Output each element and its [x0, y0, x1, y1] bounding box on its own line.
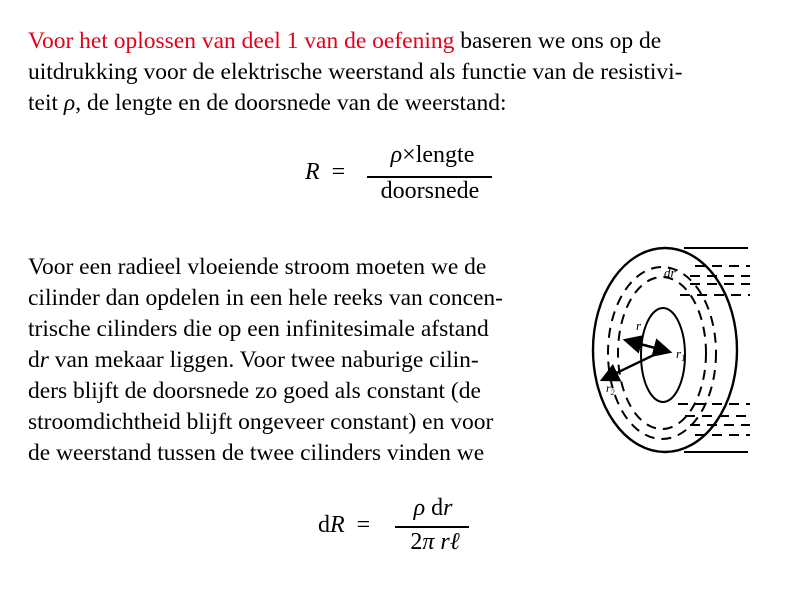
r2-label	[606, 381, 615, 397]
intro-line-1-rest: baseren we ons op de	[454, 28, 662, 54]
formula2-ell: ℓ	[449, 529, 460, 555]
concentric-cylinder-diagram	[590, 240, 760, 460]
formula2-denominator	[395, 529, 475, 556]
intro-line-3	[28, 88, 778, 119]
radial-line-2: cilinder dan opdelen in een hele reeks van concen-	[28, 285, 504, 311]
radial-line-6: stroomdichtheid blijft ongeveer constant) en voor	[28, 409, 494, 435]
formula2-fraction-bar	[395, 526, 469, 528]
formula2-R: R	[330, 512, 345, 538]
formula2-numerator	[398, 495, 468, 522]
resistance-formula	[305, 140, 505, 210]
r1-arrow	[625, 340, 670, 352]
r2-arrow	[602, 352, 660, 380]
intro-line-1	[28, 26, 778, 57]
radial-line-3: trische cilinders die op een infinitesimale afstand	[28, 316, 489, 342]
r1-label-r: r	[676, 346, 682, 361]
red-heading-text: Voor het oplossen van deel 1 van de oefening	[28, 28, 455, 54]
formula2-two: 2	[410, 529, 423, 555]
radial-line-4-d: d	[28, 347, 40, 373]
r2-label-sub: 2	[610, 388, 615, 397]
differential-resistance-formula	[318, 495, 488, 565]
dashed-cylinder-1	[608, 267, 716, 439]
formula1-rho: ρ	[390, 142, 403, 168]
radial-line-7: de weerstand tussen de twee cilinders vinden we	[28, 440, 485, 466]
formula2-den-r: r	[440, 529, 450, 555]
intro-line-2: uitdrukking voor de elektrische weerstand als functie van de resistivi-	[28, 59, 683, 85]
dashed-side-lines-bottom	[678, 404, 750, 435]
formula1-lengte: lengte	[415, 142, 475, 168]
formula2-num-r: r	[443, 495, 453, 521]
dashed-cylinder-2	[618, 277, 706, 429]
radial-paragraph	[28, 252, 573, 469]
formula1-times: ×	[402, 142, 416, 168]
formula2-num-d: d	[431, 495, 444, 521]
r2-label-r: r	[606, 381, 611, 395]
formula1-numerator	[375, 142, 490, 169]
formula2-lhs	[318, 512, 370, 539]
intro-line-3-b: , de lengte en de doorsnede van de weerstand:	[75, 90, 507, 116]
radial-line-4-r: r	[39, 347, 49, 373]
formula2-rho: ρ	[413, 495, 426, 521]
formula2-pi: π	[422, 529, 435, 555]
r-label: r	[636, 318, 642, 333]
rho-symbol: ρ	[63, 90, 76, 116]
formula1-denominator: doorsnede	[380, 178, 480, 204]
formula1-R: R	[305, 159, 320, 185]
formula2-equals: =	[356, 512, 371, 538]
radial-line-4-text: van mekaar liggen. Voor twee naburige cilin-	[54, 347, 479, 373]
r1-label-sub: 1	[681, 353, 686, 363]
radial-line-5: ders blijft de doorsnede zo goed als constant (de	[28, 378, 481, 404]
intro-line-3-a: teit	[28, 90, 64, 116]
formula1-lhs	[305, 159, 345, 186]
formula2-d: d	[318, 512, 330, 538]
formula1-equals: =	[331, 159, 346, 185]
radial-line-4	[28, 345, 573, 376]
intro-paragraph	[28, 26, 778, 119]
dr-label: dr	[664, 265, 676, 280]
radial-line-1: Voor een radieel vloeiende stroom moeten we de	[28, 254, 487, 280]
